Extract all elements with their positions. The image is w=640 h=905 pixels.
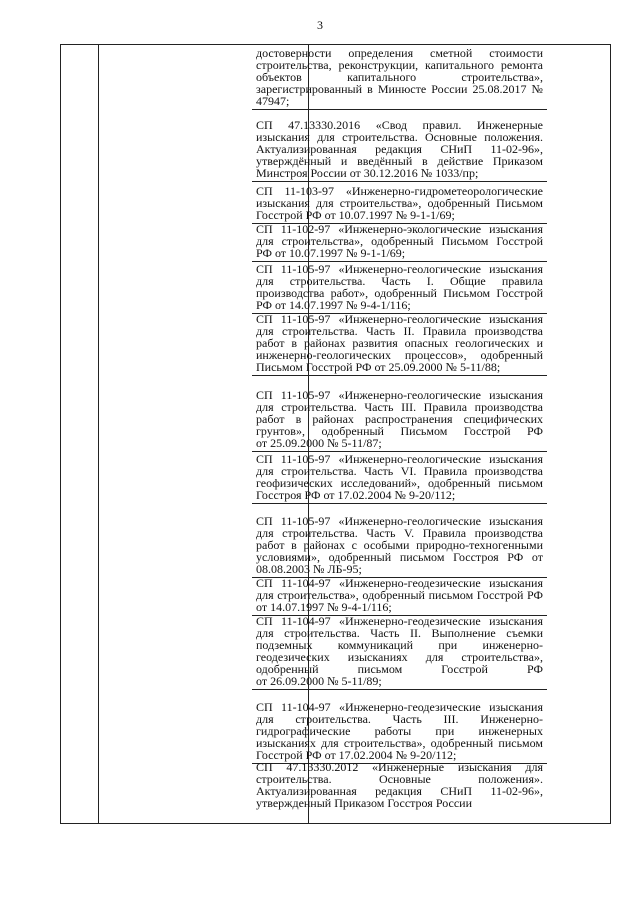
regulation-line: для строительства. Часть II. Правила производства [256, 324, 543, 338]
regulation-line: СП 11-104-97 «Инженерно-геодезические изыскания [256, 614, 543, 628]
regulation-line: для строительства. Часть III. Правила производства [256, 400, 543, 414]
regulation-entry [252, 700, 547, 764]
regulation-line: Госстрой РФ от 17.02.2004 № 9-20/112; [256, 748, 457, 762]
regulation-line: геофизических исследований», одобренный письмом [256, 476, 543, 490]
regulation-line: Актуализированная редакция СНиП 11-02-96», [256, 142, 543, 156]
regulation-line: СП 11-105-97 «Инженерно-геологические изыскания [256, 452, 543, 466]
regulation-entry [252, 184, 547, 224]
regulation-line: СП 11-105-97 «Инженерно-геологические изыскания [256, 388, 543, 402]
regulation-line: изысканиях для строительства», одобренный письмом [256, 736, 543, 750]
regulation-line: достоверности определения сметной стоимости [256, 46, 543, 60]
regulation-line: объектов капитального строительства», [256, 70, 543, 84]
regulation-line: СП 47.13330.2016 «Свод правил. Инженерные [256, 118, 543, 132]
regulation-line: СП 11-105-97 «Инженерно-геологические изыскания [256, 262, 543, 276]
regulation-line: Актуализированная редакция СНиП 11-02-96», [256, 784, 543, 798]
regulation-line: для строительства. Часть II. Выполнение съемки [256, 626, 543, 640]
regulation-line: РФ от 10.07.1997 № 9-1-1/69; [256, 246, 406, 260]
regulation-line: от 25.09.2000 № 5-11/87; [256, 436, 382, 450]
regulation-entry [252, 760, 547, 811]
regulation-line: СП 11-104-97 «Инженерно-геодезические изыскания [256, 576, 543, 590]
regulation-line: для строительства», одобренный письмом Госстрой РФ [256, 588, 543, 602]
regulation-line: СП 11-103-97 «Инженерно-гидрометеорологические [256, 184, 543, 198]
regulation-line: Минстроя России от 30.12.2016 № 1033/пр; [256, 166, 479, 180]
regulation-line: для строительства. Часть III. Инженерно- [256, 712, 543, 726]
regulation-line: от 14.07.1997 № 9-4-1/116; [256, 600, 392, 614]
regulation-line: изыскания для строительства», одобренный Письмом [256, 196, 543, 210]
regulation-line: инженерно-геологических процессов», одобренный [256, 348, 543, 362]
regulation-line: 47947; [256, 94, 290, 108]
regulation-line: подземных коммуникаций при инженерно- [256, 638, 543, 652]
regulation-line: утвержденный Приказом Госстроя России [256, 796, 472, 810]
regulation-entry [252, 388, 547, 452]
regulation-entry [252, 312, 547, 376]
regulation-line: работ в районах распространения специфических [256, 412, 543, 426]
regulation-line: СП 11-105-97 «Инженерно-геологические изыскания [256, 312, 543, 326]
regulation-line: Письмом Госстрой РФ от 25.09.2000 № 5-11/88; [256, 360, 501, 374]
regulation-line: для строительства. Часть V. Правила производства [256, 526, 543, 540]
regulation-line: СП 11-102-97 «Инженерно-экологические изыскания [256, 222, 543, 236]
regulation-entry [252, 222, 547, 262]
regulation-line: зарегистрированный в Минюсте России 25.08.2017 № [256, 82, 543, 96]
regulation-entry [252, 514, 547, 578]
regulation-line: геодезических изысканиях для строительства», [256, 650, 543, 664]
regulation-entry [252, 118, 547, 182]
table-column-number [61, 45, 99, 823]
regulation-line: строительства. Основные положения». [256, 772, 543, 786]
regulation-line: для строительства», одобренный Письмом Госстрой [256, 234, 543, 248]
regulation-line: 08.08.2003 № ЛБ-95; [256, 562, 362, 576]
regulation-line: работ в районах с особыми природно-техногенными [256, 538, 543, 552]
regulation-line: утверждённый и введённый в действие Приказом [256, 154, 543, 168]
regulation-entry [252, 452, 547, 504]
regulation-line: СП 11-104-97 «Инженерно-геодезические изыскания [256, 700, 543, 714]
regulation-line: одобренный письмом Госстрой РФ [256, 662, 543, 676]
regulation-line: СП 11-105-97 «Инженерно-геологические изыскания [256, 514, 543, 528]
regulation-entry [252, 576, 547, 616]
regulation-line: для строительства. Часть I. Общие правила [256, 274, 543, 288]
regulation-line: грунтов», одобренный Письмом Госстрой РФ [256, 424, 543, 438]
regulation-line: Госстроя РФ от 17.02.2004 № 9-20/112; [256, 488, 456, 502]
regulation-line: Госстрой РФ от 10.07.1997 № 9-1-1/69; [256, 208, 455, 222]
regulation-line: СП 47.13330.2012 «Инженерные изыскания для [256, 760, 543, 774]
regulation-line: строительства, реконструкции, капитального ремонта [256, 58, 543, 72]
regulation-line: для строительства. Часть VI. Правила производства [256, 464, 543, 478]
regulation-line: работ в районах развития опасных геологических и [256, 336, 543, 350]
regulation-line: производства работ», одобренный Письмом Госстрой [256, 286, 543, 300]
page-number: 3 [317, 18, 323, 32]
regulation-entry [252, 614, 547, 690]
regulation-line: гидрографические работы при инженерных [256, 724, 543, 738]
regulation-entry [252, 262, 547, 314]
regulation-line: изыскания для строительства. Основные положения. [256, 130, 543, 144]
regulation-line: от 26.09.2000 № 5-11/89; [256, 674, 382, 688]
regulation-entry [252, 46, 547, 110]
regulation-line: РФ от 14.07.1997 № 9-4-1/116; [256, 298, 411, 312]
regulation-line: условиями», одобренный письмом Госстроя РФ от [256, 550, 543, 564]
